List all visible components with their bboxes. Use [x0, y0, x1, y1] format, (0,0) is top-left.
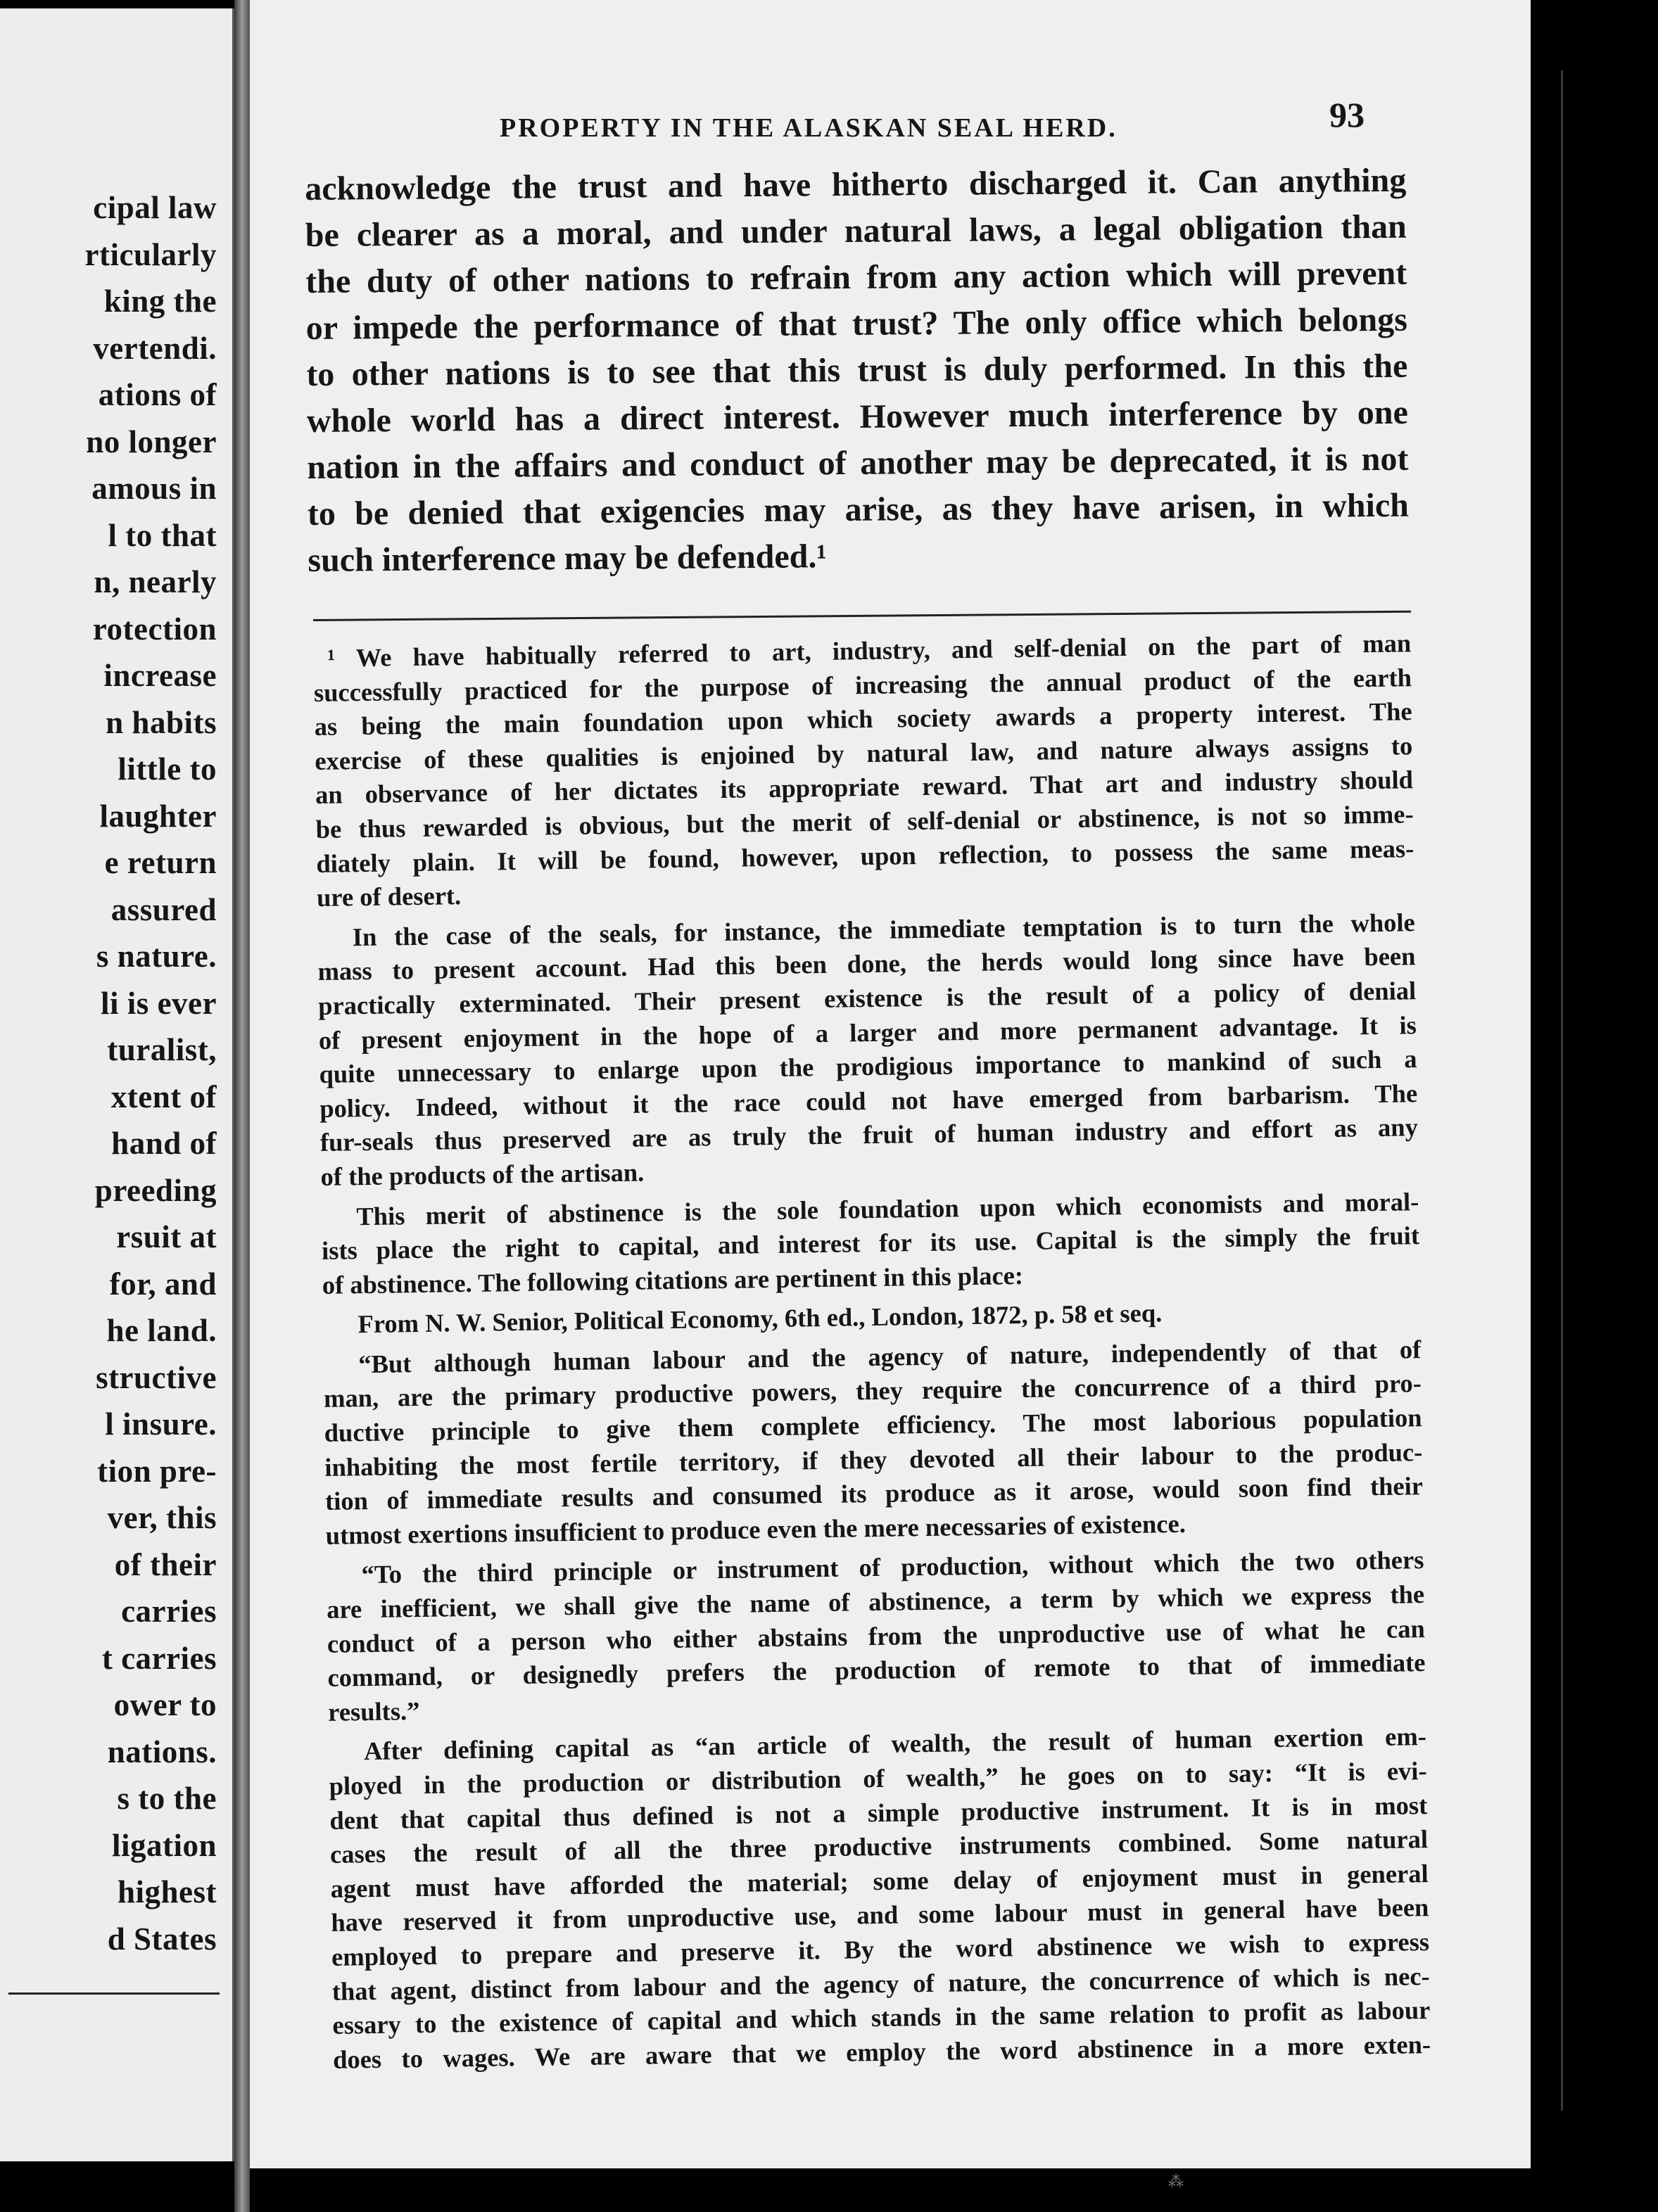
footnote-line: agent must have afforded the material; some delay of enjoyment must in general — [330, 1858, 1429, 1903]
left-footnote-rule — [8, 1992, 220, 1995]
left-page-line: king the — [103, 284, 217, 319]
left-page-line: increase — [103, 658, 217, 693]
left-page-line: rotection — [92, 611, 217, 647]
footnote-line: quite unnecessary to enlarge upon the prodigious importance to mankind of such a — [319, 1044, 1417, 1089]
main-text-line: such interference may be defended.¹ — [308, 538, 827, 579]
left-page-line: ower to — [113, 1687, 217, 1722]
left-page-line: xtent of — [110, 1079, 217, 1114]
footnote-line: tion of immediate results and consumed its produce as it arose, would soon find their — [324, 1471, 1424, 1516]
footnote-line: policy. Indeed, without it the race could not have emerged from barbarism. The — [319, 1078, 1418, 1123]
main-text-line: or impede the performance of that trust? The only office which belongs — [305, 300, 1407, 347]
footnote-line: exercise of these qualities is enjoined by natural law, and nature always assigns to — [315, 730, 1413, 775]
left-page-line: ligation — [111, 1827, 217, 1863]
left-page-line: preeding — [94, 1172, 217, 1208]
left-page-line: laughter — [99, 798, 217, 834]
left-page-line: turalist, — [107, 1032, 217, 1067]
main-text-line: the duty of other nations to refrain from any action which will prevent — [305, 254, 1407, 300]
left-page-line: amous in — [91, 471, 217, 506]
left-page-line: carries — [121, 1594, 217, 1629]
footnote-line: utmost exertions insufficient to produce even the mere necessaries of existence. — [325, 1508, 1186, 1550]
footnote-line: fur-seals thus preserved are as truly the fruit of human industry and effort as any — [319, 1112, 1419, 1157]
left-page-line: for, and — [109, 1266, 217, 1302]
footnote-line: cases the result of all the three productive instruments combined. Some natural — [329, 1824, 1429, 1869]
footnote-line: ure of desert. — [316, 881, 462, 913]
left-page-line: hand of — [111, 1126, 217, 1161]
left-page — [0, 8, 234, 2161]
left-page-line: ver, this — [107, 1500, 217, 1535]
footnote-line: ists place the right to capital, and interest for its use. Capital is the simply the fruit — [321, 1221, 1420, 1266]
main-text-line: nation in the affairs and conduct of another may be deprecated, it is not — [307, 440, 1409, 486]
page-edge-background — [1531, 0, 1658, 2212]
left-page-line: s to the — [117, 1781, 217, 1816]
left-page-line: n habits — [106, 704, 217, 740]
footnote-line: does to wages. We are aware that we employ the word abstinence in a more exten- — [332, 2029, 1431, 2074]
footnote-line: From N. W. Senior, Political Economy, 6th ed., London, 1872, p. 58 et seq. — [357, 1298, 1163, 1339]
footnote-line: an observance of her dictates its appropriate reward. That art and industry should — [315, 765, 1414, 810]
footnote-line: results.” — [327, 1696, 420, 1727]
footnote-line: that agent, distinct from labour and the agency of nature, the concurrence of which is nec- — [331, 1961, 1430, 2006]
footnote-line: employed to prepare and preserve it. By the word abstinence we wish to express — [331, 1927, 1430, 1971]
left-page-text — [85, 184, 217, 1962]
main-text-line: be clearer as a moral, and under natural laws, a legal obligation than — [305, 208, 1407, 254]
left-page-line: no longer — [86, 424, 217, 459]
footnote-line: as being the main foundation upon which society awards a property interest. The — [314, 697, 1412, 742]
left-page-line: ations of — [98, 377, 217, 412]
footnote-line: ployed in the production or distribution of wealth,” he goes on to say: “It is evi- — [329, 1756, 1427, 1800]
left-page-line: e return — [104, 845, 217, 880]
left-page-line: l to that — [108, 517, 217, 553]
footnote-line: command, or designedly prefers the production of remote to that of immediate — [327, 1648, 1426, 1693]
right-page — [250, 0, 1531, 2168]
footnote-line: “To the third principle or instrument of production, without which the two others — [361, 1545, 1424, 1589]
book-gutter — [234, 0, 250, 2212]
footnote-line: of present enjoyment in the hope of a larger and more permanent advantage. It is — [318, 1010, 1417, 1055]
left-page-line: structive — [96, 1359, 217, 1395]
left-page-line: rticularly — [84, 236, 217, 272]
footnote — [313, 626, 1431, 2077]
running-head: PROPERTY IN THE ALASKAN SEAL HERD. — [500, 113, 1118, 143]
main-text-line: acknowledge the trust and have hitherto discharged it. Can anything — [305, 161, 1407, 208]
footnote-line: of the products of the artisan. — [320, 1157, 645, 1191]
footnote-rule — [313, 611, 1411, 621]
footnote-line: conduct of a person who either abstains from the unproductive use of what he can — [327, 1613, 1426, 1658]
left-page-line: of their — [114, 1546, 217, 1582]
footnote-line: This merit of abstinence is the sole foundation upon which economists and moral- — [356, 1186, 1419, 1231]
main-text — [305, 158, 1410, 584]
footnote-line: are inefficient, we shall give the name of abstinence, a term by which we express the — [326, 1579, 1425, 1624]
left-page-line: tion pre- — [97, 1453, 217, 1489]
footnote-line: be thus rewarded is obvious, but the merit of self-denial or abstinence, is not so imme- — [315, 799, 1414, 844]
left-page-line: n, nearly — [94, 564, 217, 599]
footnote-line: mass to present account. Had this been done, the herds would long since have been — [317, 941, 1416, 986]
footnote-line: diately plain. It will be found, however, upon reflection, to possess the same meas- — [316, 833, 1415, 878]
footnote-line: have reserved it from unproductive use, and some labour must in general have been — [331, 1893, 1429, 1938]
footnote-line: successfully practiced for the purpose of increasing the annual product of the earth — [313, 662, 1412, 707]
smudge-mark: ⁂ — [1168, 2173, 1184, 2190]
left-page-line: cipal law — [93, 190, 217, 225]
left-page-line: little to — [118, 751, 217, 787]
left-page-line: s nature. — [96, 939, 217, 974]
left-page-line: rsuit at — [116, 1219, 217, 1254]
main-text-line: whole world has a direct interest. However much interference by one — [306, 393, 1409, 440]
footnote-line: man, are the primary productive powers, they require the concurrence of a third pro- — [323, 1368, 1422, 1413]
footnote-line: dent that capital thus defined is not a simple productive instrument. It is in most — [329, 1790, 1428, 1835]
left-page-line: t carries — [101, 1640, 217, 1676]
footnote-line: ductive principle to give them complete efficiency. The most laborious population — [324, 1403, 1422, 1447]
left-page-line: nations. — [107, 1734, 217, 1769]
main-text-line: to be denied that exigencies may arise, as they have arisen, in which — [307, 486, 1410, 533]
left-page-line: he land. — [106, 1313, 217, 1348]
page-number: 93 — [1329, 95, 1365, 134]
main-text-line: to other nations is to see that this trust is duly performed. In this the — [306, 347, 1408, 393]
footnote-line: inhabiting the most fertile territory, if they devoted all their labour to the produc- — [324, 1437, 1423, 1482]
footnote-line: essary to the existence of capital and which stands in the same relation to profit as labour — [332, 1995, 1431, 2040]
left-page-line: highest — [117, 1874, 217, 1909]
footnote-line: In the case of the seals, for instance, the immediate temptation is to turn the whole — [352, 907, 1416, 952]
left-page-line: li is ever — [101, 985, 217, 1021]
footnote-line: ¹ We have habitually referred to art, industry, and self-denial on the part of man — [327, 628, 1412, 673]
footnote-line: practically exterminated. Their present existence is the result of a policy of denial — [317, 976, 1417, 1020]
left-page-line: assured — [110, 891, 217, 927]
footnote-line: of abstinence. The following citations are pertinent in this place: — [322, 1260, 1024, 1299]
footnote-line: “But although human labour and the agency of nature, independently of that of — [358, 1334, 1422, 1379]
left-page-line: d States — [107, 1921, 217, 1957]
left-page-line: vertendi. — [93, 330, 217, 366]
left-page-line: l insure. — [105, 1406, 217, 1442]
footnote-line: After defining capital as “an article of wealth, the result of human exertion em- — [363, 1722, 1427, 1766]
page-edge-line — [1561, 70, 1563, 2111]
